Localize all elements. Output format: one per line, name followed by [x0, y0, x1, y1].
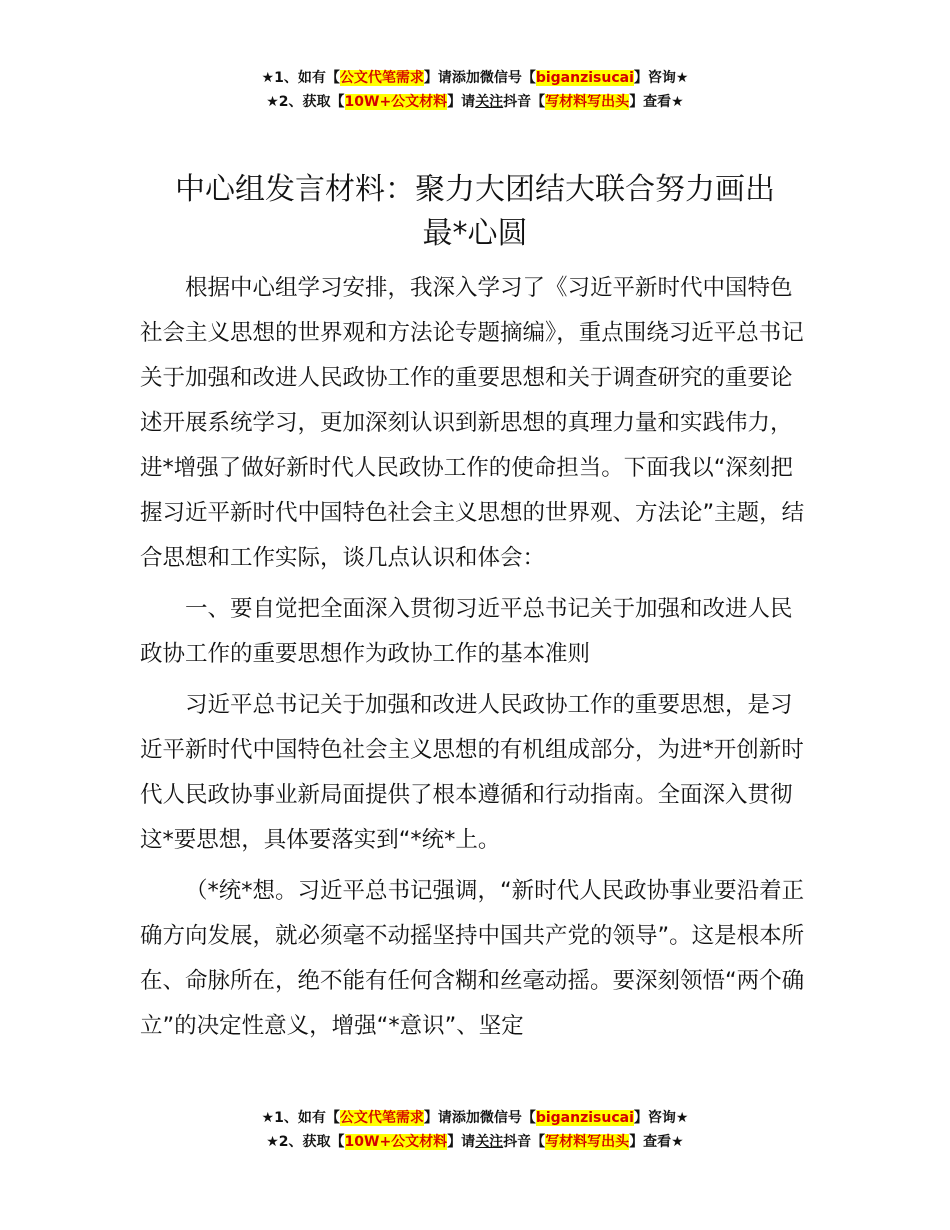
banner-underlined-text: 关注 — [475, 1134, 504, 1150]
banner-underlined-text: 关注 — [475, 94, 504, 110]
banner-highlight: biganzisucai — [535, 70, 634, 86]
body-paragraph-2: 习近平总书记关于加强和改进人民政协工作的重要思想，是习近平新时代中国特色社会主义思想的有机组成部分，为进*开创新时代人民政协事业新局面提供了根本遵循和行动指南。全面深入贯彻这*要思想，具体要落实到“*统*上。 — [140, 692, 804, 853]
document-body — [140, 266, 812, 1049]
banner-line-1: ★1、如有【公文代笔需求】请添加微信号【biganzisucai】咨询★ — [261, 70, 689, 86]
body-paragraph-3: （*统*想。习近平总书记强调，“新时代人民政协事业要沿着正确方向发展，就必须毫不动摇坚持中国共产党的领导”。这是根本所在、命脉所在，绝不能有任何含糊和丝毫动摇。要深刻领悟“两个确立”的决定性意义，增强“*意识”、坚定 — [140, 878, 805, 1039]
banner-highlight: 公文代笔需求 — [339, 70, 424, 86]
banner-highlight: 写材料写出头 — [545, 94, 630, 110]
footer-banner — [0, 1106, 950, 1154]
banner-line-1: ★1、如有【公文代笔需求】请添加微信号【biganzisucai】咨询★ — [261, 1110, 689, 1126]
section-heading-1: 一、要自觉把全面深入贯彻习近平总书记关于加强和改进人民政协工作的重要思想作为政协工作的基本准则 — [140, 596, 793, 667]
banner-highlight: biganzisucai — [535, 1110, 634, 1126]
document-title — [140, 168, 810, 256]
banner-highlight: 10W+公文材料 — [344, 1134, 448, 1150]
banner-line-2: ★2、获取【10W+公文材料】请关注抖音【写材料写出头】查看★ — [266, 1134, 684, 1150]
title-line-1: 中心组发言材料：聚力大团结大联合努力画出 — [175, 172, 775, 207]
header-banner — [0, 66, 950, 114]
banner-line-2: ★2、获取【10W+公文材料】请关注抖音【写材料写出头】查看★ — [266, 94, 684, 110]
banner-highlight: 公文代笔需求 — [339, 1110, 424, 1126]
body-paragraph-1: 根据中心组学习安排，我深入学习了《习近平新时代中国特色社会主义思想的世界观和方法论专题摘编》，重点围绕习近平总书记关于加强和改进人民政协工作的重要思想和关于调查研究的重要论述开展系统学习，更加深刻认识到新思想的真理力量和实践伟力，进*增强了做好新时代人民政协工作的使命担当。下面我以“深刻把握习近平新时代中国特色社会主义思想的世界观、方法论”主题，结合思想和工作实际，谈几点认识和体会： — [140, 275, 805, 571]
banner-highlight: 10W+公文材料 — [344, 94, 448, 110]
banner-highlight: 写材料写出头 — [545, 1134, 630, 1150]
title-line-2: 最*心圆 — [422, 216, 528, 251]
